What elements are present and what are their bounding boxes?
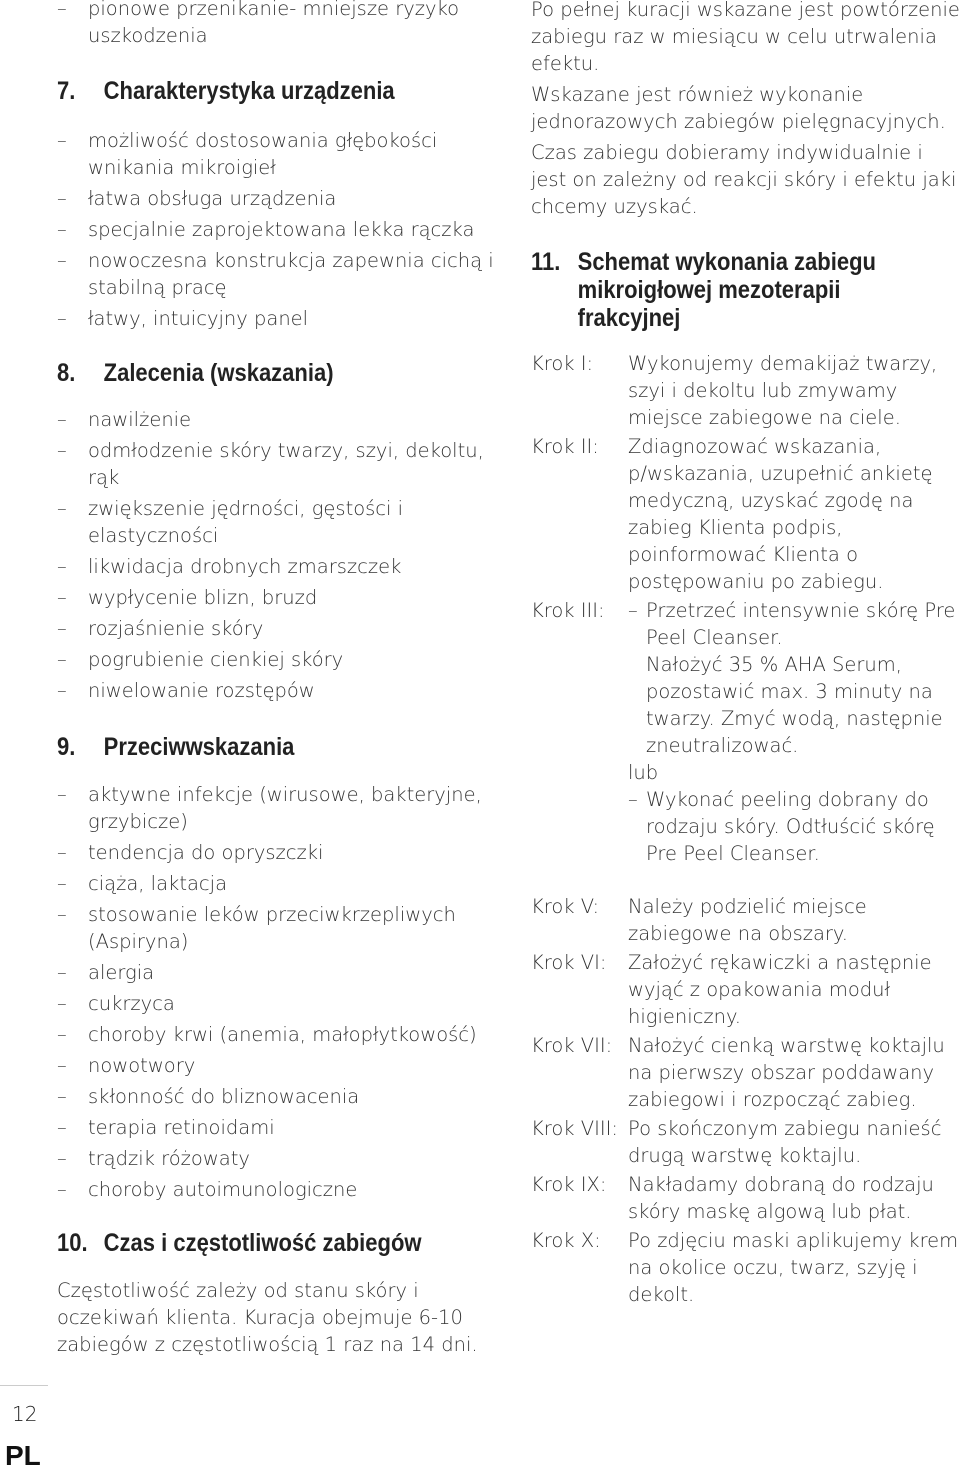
section-10-text: Częstotliwość zależy od stanu skóry i oczekiwań klienta. Kuracja obejmuje 6-10 zabiegów z częstotliwością 1 raz na 14 dni. <box>57 1279 478 1356</box>
list-item: – pogrubienie cienkiej skóry <box>57 648 344 671</box>
section-10-heading: 10. Czas i częstotliwość zabiegów <box>57 1229 422 1257</box>
page-divider <box>0 1385 48 1386</box>
procedure-steps <box>531 350 960 1310</box>
list-item: – choroby autoimunologiczne <box>57 1178 358 1201</box>
step-9: Krok IX: Nakładamy dobraną do rodzaju skóry maskę algową lub płat. <box>531 1173 934 1223</box>
paragraph: Czas zabiegu dobieramy indywidualnie i jest on zależny od reakcji skóry i efektu jaki chcemy uzyskać. <box>531 141 957 218</box>
paragraph: Po pełnej kuracji wskazane jest powtórzenie zabiegu raz w miesiącu w celu utrwalenia efektu. <box>531 0 960 75</box>
sub-item: – Przetrzeć intensywnie skórę Pre Peel Cleanser. <box>628 599 956 649</box>
list-item: – specjalnie zaprojektowana lekka rączka <box>57 218 475 241</box>
section-7-heading: 7. Charakterystyka urządzenia <box>57 77 395 105</box>
or-label: lub <box>628 761 659 784</box>
list-item: – nowoczesna konstrukcja zapewnia cichą i stabilną pracę <box>57 249 494 299</box>
list-item: – możliwość dostosowania głębokości wnikania mikroigieł <box>57 129 438 179</box>
list-item: – cukrzyca <box>57 992 175 1015</box>
list-item: – nawilżenie <box>57 408 192 431</box>
section-7-list <box>57 127 497 336</box>
section-9-heading: 9. Przeciwwskazania <box>57 733 295 761</box>
list-item: – tendencja do opryszczki <box>57 841 324 864</box>
list-item: – trądzik różowaty <box>57 1147 250 1170</box>
step-6: Krok VI: Założyć rękawiczki a następnie wyjąć z opakowania moduł higieniczny. <box>531 951 932 1028</box>
step-10: Krok X: Po zdjęciu maski aplikujemy krem na okolice oczu, twarz, szyję i dekolt. <box>531 1229 959 1306</box>
section-11-heading: 11. Schemat wykonania zabiegu mikroigłowej mezoterapii frakcyjnej <box>531 248 876 332</box>
list-item: – aktywne infekcje (wirusowe, bakteryjne, grzybicze) <box>57 783 482 833</box>
list-item: – ciąża, laktacja <box>57 872 228 895</box>
list-item: – skłonność do bliznowacenia <box>57 1085 360 1108</box>
intro-list <box>57 0 497 53</box>
sub-item-continued: Nałożyć 35 % AHA Serum, pozostawić max. 3 minuty na twarzy. Zmyć wodą, następnie zneutralizować. <box>646 653 943 757</box>
list-item: – pionowe przenikanie- mniejsze ryzyko uszkodzenia <box>57 0 460 47</box>
step-1: Krok I: Wykonujemy demakijaż twarzy, szyi i dekoltu lub zmywamy miejsce zabiegowe na ciele. <box>531 352 938 429</box>
step-7: Krok VII: Nałożyć cienką warstwę koktajlu na pierwszy obszar poddawany zabiegowi i rozpocząć zabieg. <box>531 1034 945 1111</box>
list-item: – łatwa obsługa urządzenia <box>57 187 337 210</box>
list-item: – alergia <box>57 961 155 984</box>
intro-paragraphs <box>531 0 960 224</box>
step-8: Krok VIII: Po skończonym zabiegu nanieść drugą warstwę koktajlu. <box>531 1117 942 1167</box>
list-item: – wypłycenie blizn, bruzd <box>57 586 318 609</box>
step-2: Krok II: Zdiagnozować wskazania, p/wskazania, uzupełnić ankietę medyczną, uzyskać zgodę na zabieg Klienta podpis, poinformować Klienta o postępowaniu po zabiegu. <box>531 435 933 593</box>
section-8-list <box>57 406 497 708</box>
language-code: PL <box>5 1440 41 1471</box>
list-item: – choroby krwi (anemia, małopłytkowość) <box>57 1023 477 1046</box>
list-item: – rozjaśnienie skóry <box>57 617 264 640</box>
list-item: – niwelowanie rozstępów <box>57 679 315 702</box>
list-item: – terapia retinoidami <box>57 1116 275 1139</box>
list-item: – odmłodzenie skóry twarzy, szyi, dekoltu, rąk <box>57 439 484 489</box>
section-8-heading: 8. Zalecenia (wskazania) <box>57 359 334 387</box>
page-number: 12 <box>12 1402 38 1426</box>
paragraph: Wskazane jest również wykonanie jednorazowych zabiegów pielęgnacyjnych. <box>531 83 946 133</box>
section-9-list <box>57 781 497 1207</box>
sub-item: – Wykonać peeling dobrany do rodzaju skóry. Odtłuścić skórę Pre Peel Cleanser. <box>628 788 935 865</box>
list-item: – nowotwory <box>57 1054 196 1077</box>
list-item: – stosowanie leków przeciwkrzepliwych (Aspiryna) <box>57 903 456 953</box>
list-item: – łatwy, intuicyjny panel <box>57 307 309 330</box>
step-5: Krok V: Należy podzielić miejsce zabiegowe na obszary. <box>531 895 867 945</box>
list-item: – likwidacja drobnych zmarszczek <box>57 555 402 578</box>
list-item: – zwiększenie jędrności, gęstości i elastyczności <box>57 497 404 547</box>
step-3: Krok III: – Przetrzeć intensywnie skórę Pre Peel Cleanser. Nałożyć 35 % AHA Serum, pozostawić max. 3 minuty na twarzy. Zmyć wodą, następnie zneutralizować. lub – Wykonać peeling dobrany do rodzaju skóry. Odtłuścić skórę Pre Peel Cleanser. <box>531 597 960 867</box>
